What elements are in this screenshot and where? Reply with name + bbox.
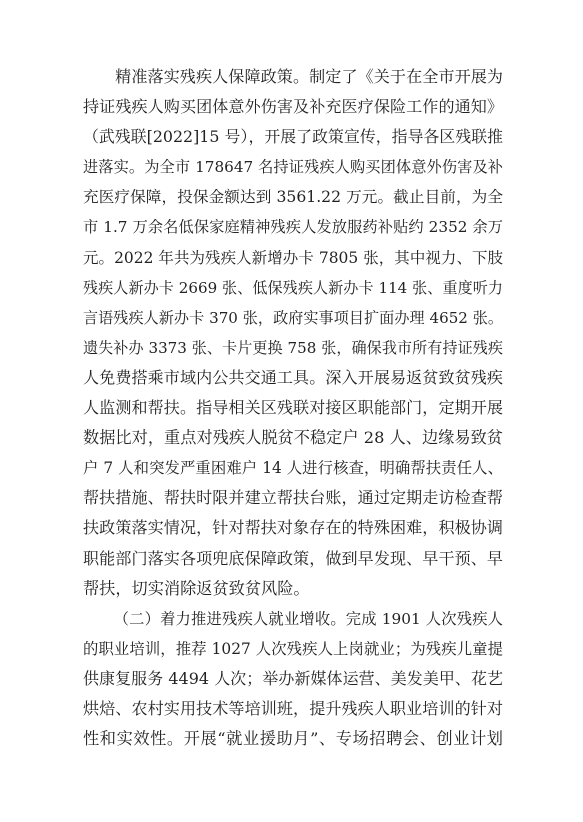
- text-line: 户 7 人和突发严重困难户 14 人进行核查，明确帮扶责任人、: [83, 459, 503, 478]
- text-line: 元。2022 年共为残疾人新增办卡 7805 张，其中视力、下肢: [83, 248, 503, 267]
- text-line: 言语残疾人新办卡 370 张，政府实事项目扩面办理 4652 张。: [83, 308, 503, 327]
- text-line: （二）着力推进残疾人就业增收。完成 1901 人次残疾人: [113, 609, 503, 628]
- text-line: 持证残疾人购买团体意外伤害及补充医疗保险工作的通知》: [83, 97, 503, 117]
- text-line: 人免费搭乘市域内公共交通工具。深入开展易返贫致贫残疾: [83, 367, 503, 387]
- text-line: 精准落实残疾人保障政策。制定了《关于在全市开展为: [115, 67, 503, 86]
- text-line: （武残联[2022]15 号），开展了政策宣传，指导各区残联推: [83, 127, 503, 147]
- text-line: 的职业培训，推荐 1027 人次残疾人上岗就业；为残疾儿童提: [83, 639, 503, 658]
- text-line: 遗失补办 3373 张、卡片更换 758 张，确保我市所有持证残疾: [83, 338, 503, 357]
- text-line: 残疾人新办卡 2669 张、低保残疾人新办卡 114 张、重度听力: [83, 278, 503, 297]
- text-line: 烘焙、农村实用技术等培训班，提升残疾人职业培训的针对: [83, 698, 503, 718]
- text-line: 性和实效性。开展“就业援助月”、专场招聘会、创业计划: [83, 729, 503, 749]
- text-line: 帮扶措施、帮扶时限并建立帮扶台账，通过定期走访检查帮: [83, 488, 503, 508]
- text-line: 帮扶，切实消除返贫致贫风险。: [83, 578, 310, 598]
- text-line: 进落实。为全市 178647 名持证残疾人购买团体意外伤害及补: [83, 158, 503, 177]
- text-line: 充医疗保障，投保金额达到 3561.22 万元。截止目前，为全: [83, 188, 503, 207]
- text-line: 扶政策落实情况，针对帮扶对象存在的特殊困难，积极协调: [83, 518, 503, 538]
- text-line: 人监测和帮扶。指导相关区残联对接区职能部门，定期开展: [83, 398, 503, 418]
- paragraph-disability-security-policy: [83, 62, 503, 604]
- text-line: 数据比对，重点对残疾人脱贫不稳定户 28 人、边缘易致贫: [83, 428, 503, 448]
- document-body: [83, 62, 503, 754]
- text-line: 职能部门落实各项兜底保障政策，做到早发现、早干预、早: [83, 548, 503, 568]
- text-line: 供康复服务 4494 人次；举办新媒体运营、美发美甲、花艺: [83, 668, 503, 688]
- paragraph-employment-income: [83, 604, 503, 754]
- text-line: 市 1.7 万余名低保家庭精神残疾人发放服药补贴约 2352 余万: [83, 218, 503, 237]
